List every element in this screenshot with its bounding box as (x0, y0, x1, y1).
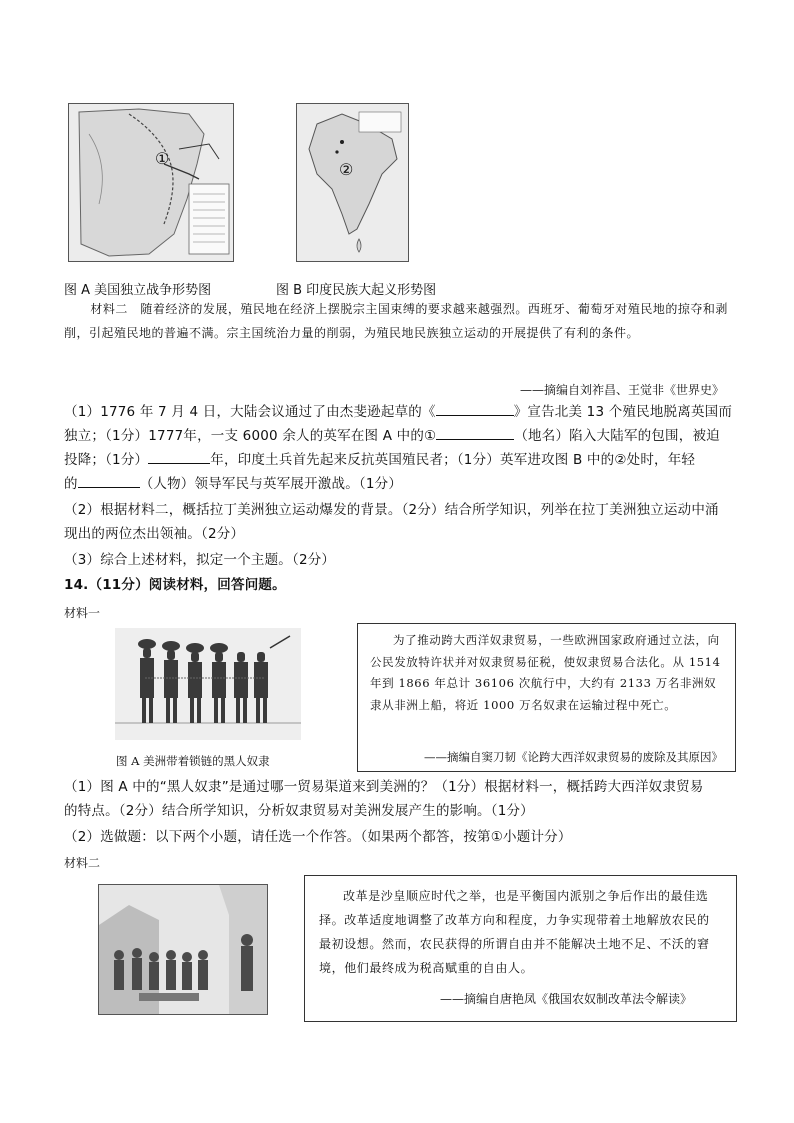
map-b-caption: 图 B 印度民族大起义形势图 (276, 283, 437, 298)
text: （人物）领导军民与英军展开激战。（1分） (139, 476, 403, 492)
q14-material-1-label: 材料一 (64, 606, 101, 620)
material-2-source: ——摘编自刘祚昌、王觉非《世界史》 (519, 383, 724, 397)
q13-part1 (64, 400, 744, 496)
q13-part1-line2 (64, 424, 744, 448)
q13-part3: （3）综合上述材料，拟定一个主题。（2分） (64, 552, 336, 568)
material-2-text: 材料二 随着经济的发展，殖民地在经济上摆脱宗主国束缚的要求越来越强烈。西班牙、葡萄牙对殖民地的掠夺和剥削，引起殖民地的普遍不满。宗主国统治力量的削弱，为殖民地民族独立运动的开展提供了有利的条件。 (64, 302, 728, 340)
material-2-box-text: 改革是沙皇顺应时代之举，也是平衡国内派别之争后作出的最佳选择。改革适度地调整了改革方向和程度，力争实现带着土地解放农民的最初设想。然而，农民获得的所谓自由并不能解决土地不足、不沃的窘境，他们最终成为税高赋重的自由人。 (319, 889, 710, 975)
text: 年，印度土兵首先起来反抗英国殖民者；（1分）英军进攻图 B 中的②处时，年轻 (210, 452, 696, 468)
text: （1）1776 年 7 月 4 日，大陆会议通过了由杰斐逊起草的《 (64, 404, 436, 420)
map-a-american-revolution (68, 103, 234, 262)
q13-part2-line2: 现出的两位杰出领袖。（2分） (64, 526, 245, 542)
material-1-box (357, 623, 736, 772)
q13-part2-line1: （2）根据材料二，概括拉丁美洲独立运动爆发的背景。（2分）结合所学知识，列举在拉丁美洲独立运动中涌 (64, 502, 719, 518)
map-a-marker: ① (155, 149, 170, 168)
answer-blank-4[interactable] (78, 473, 140, 488)
material-1-source: ——摘编自窦刀韧《论跨大西洋奴隶贸易的废除及其原因》 (424, 750, 723, 764)
picture-serf-reform-drawing (99, 885, 267, 1014)
map-a-drawing (69, 104, 233, 261)
text: 》宣告北美 13 个殖民地脱离英国而 (513, 404, 733, 420)
map-a-caption: 图 A 美国独立战争形势图 (64, 283, 212, 298)
q14-material-2-label: 材料二 (64, 856, 101, 870)
q13-part1-line3 (64, 448, 744, 472)
q14-part1-line1: （1）图 A 中的“黑人奴隶”是通过哪一贸易渠道来到美洲的？（1分）根据材料一，概括跨大西洋奴隶贸易 (64, 779, 704, 795)
picture-a-slaves (115, 628, 301, 740)
picture-serf-reform (98, 884, 268, 1015)
map-b-indian-rebellion (296, 103, 409, 262)
text: 独立；（1分）1777年，一支 6000 余人的英军在图 A 中的① (64, 428, 437, 444)
text: 投降；（1分） (64, 452, 149, 468)
material-2-box-source: ——摘编自唐艳凤《俄国农奴制改革法令解读》 (439, 992, 692, 1006)
answer-blank-2[interactable] (436, 425, 514, 440)
material-1-text: 为了推动跨大西洋奴隶贸易，一些欧洲国家政府通过立法，向公民发放特许状并对奴隶贸易征税，使奴隶贸易合法化。从 1514 年到 1866 年总计 36106 次航行中，大约有 2133 万名非洲奴隶从非洲上船，将近 1000 万名奴隶在运输过程中死亡。 (370, 633, 721, 712)
picture-a-drawing (115, 628, 301, 740)
material-2-box (304, 875, 737, 1022)
q13-part1-line4 (64, 472, 744, 496)
q14-header: 14.（11分）阅读材料，回答问题。 (64, 577, 286, 593)
q14-part2: （2）选做题：以下两个小题，请任选一个作答。（如果两个都答，按第①小题计分） (64, 829, 572, 845)
map-b-marker: ② (339, 160, 354, 179)
map-b-drawing (297, 104, 408, 261)
answer-blank-1[interactable] (436, 401, 514, 416)
q14-part1-line2: 的特点。（2分）结合所学知识，分析奴隶贸易对美洲发展产生的影响。（1分） (64, 803, 534, 819)
text: （地名）陷入大陆军的包围，被迫 (514, 428, 720, 444)
text: 的 (64, 476, 78, 492)
answer-blank-3[interactable] (148, 449, 210, 464)
picture-a-caption: 图 A 美洲带着锁链的黑人奴隶 (116, 754, 270, 768)
q14-part1 (64, 775, 744, 823)
q13-part2 (64, 498, 744, 546)
q13-part1-line1 (64, 400, 744, 424)
